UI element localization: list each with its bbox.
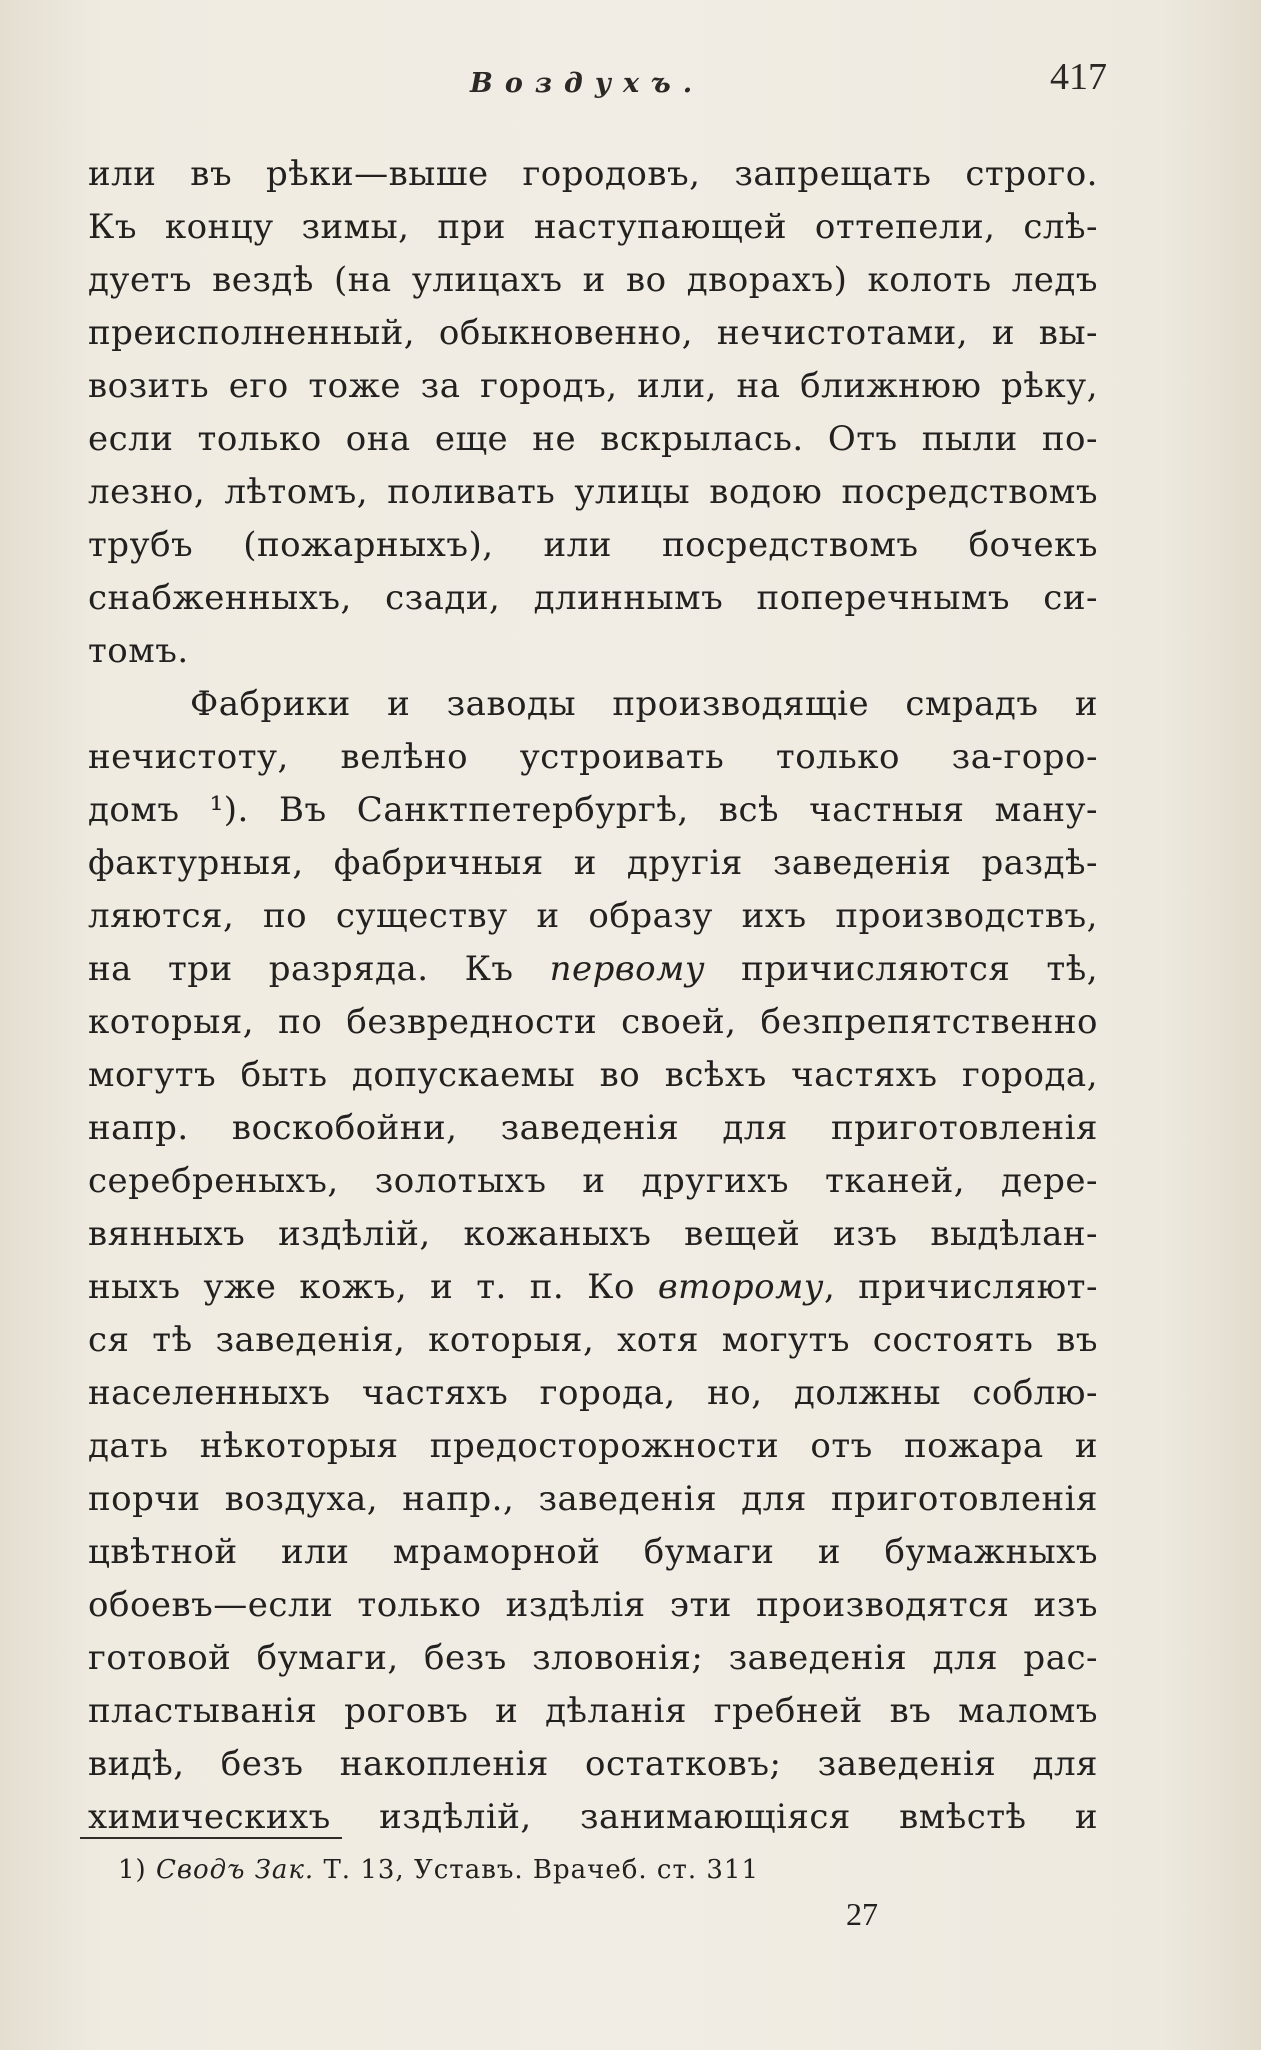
text-line: вянныхъ издѣлій, кожаныхъ вещей изъ выдѣлан- bbox=[88, 1214, 1098, 1254]
text-line: трубъ (пожарныхъ), или посредствомъ бочекъ bbox=[88, 525, 1098, 565]
footnote-marker: 1) bbox=[118, 1855, 147, 1885]
text-line bbox=[88, 943, 1098, 996]
text-line: дуетъ вездѣ (на улицахъ и во дворахъ) колоть ледъ bbox=[88, 260, 1098, 300]
text-line: порчи воздуха, напр., заведенія для приготовленія bbox=[88, 1479, 1098, 1519]
text-line: могутъ быть допускаемы во всѣхъ частяхъ города, bbox=[88, 1055, 1098, 1095]
text-line: готовой бумаги, безъ зловонія; заведенія для рас- bbox=[88, 1638, 1098, 1678]
signature-mark: 27 bbox=[846, 1896, 878, 1932]
text-run: ныхъ уже кожъ, и т. п. Ко bbox=[88, 1267, 658, 1307]
text-line: цвѣтной или мраморной бумаги и бумажныхъ bbox=[88, 1532, 1098, 1572]
running-head: Воздухъ. bbox=[470, 68, 705, 99]
text-line: серебреныхъ, золотыхъ и другихъ тканей, дере- bbox=[88, 1161, 1098, 1201]
text-line: дать нѣкоторыя предосторожности отъ пожара и bbox=[88, 1426, 1098, 1466]
text-line: которыя, по безвредности своей, безпрепятственно bbox=[88, 1002, 1098, 1042]
text-run: на три разряда. Къ bbox=[88, 949, 550, 989]
text-line: если только она еще не вскрылась. Отъ пыли по- bbox=[88, 419, 1098, 459]
text-line: видѣ, безъ накопленія остатковъ; заведенія для bbox=[88, 1744, 1098, 1784]
text-line: напр. воскобойни, заведенія для приготовленія bbox=[88, 1108, 1098, 1148]
page-number: 417 bbox=[1050, 56, 1107, 98]
italic-term: второму bbox=[657, 1267, 825, 1307]
italic-term: первому bbox=[549, 949, 706, 989]
text-run: , причисляют- bbox=[824, 1267, 1098, 1307]
text-line: обоевъ—если только издѣлія эти производятся изъ bbox=[88, 1585, 1098, 1625]
text-line: или въ рѣки—выше городовъ, запрещать строго. bbox=[88, 154, 1098, 194]
footnote-divider bbox=[80, 1837, 342, 1839]
text-line: ся тѣ заведенія, которыя, хотя могутъ состоять въ bbox=[88, 1320, 1098, 1360]
body-text bbox=[88, 148, 1098, 1844]
text-line: преисполненный, обыкновенно, нечистотами, и вы- bbox=[88, 313, 1098, 353]
text-line: томъ. bbox=[88, 631, 189, 671]
text-line: химическихъ издѣлій, занимающіяся вмѣстѣ и bbox=[88, 1797, 1098, 1837]
text-run: причисляются тѣ, bbox=[705, 949, 1099, 989]
text-line: населенныхъ частяхъ города, но, должны соблю- bbox=[88, 1373, 1098, 1413]
text-line: фактурныя, фабричныя и другія заведенія раздѣ- bbox=[88, 843, 1098, 883]
text-line: снабженныхъ, сзади, длиннымъ поперечнымъ си- bbox=[88, 578, 1098, 618]
footnote bbox=[118, 1855, 759, 1885]
text-line: нечистоту, велѣно устроивать только за-горо- bbox=[88, 737, 1098, 777]
text-line: лезно, лѣтомъ, поливать улицы водою посредствомъ bbox=[88, 472, 1098, 512]
footnote-reference: Т. 13, Уставъ. Врачеб. ст. 311 bbox=[323, 1855, 760, 1885]
text-line: пластыванія роговъ и дѣланія гребней въ маломъ bbox=[88, 1691, 1098, 1731]
text-line: возить его тоже за городъ, или, на ближнюю рѣку, bbox=[88, 366, 1098, 406]
footnote-source: Сводъ Зак. bbox=[155, 1855, 315, 1885]
text-line: домъ ¹). Въ Санктпетербургѣ, всѣ частныя ману- bbox=[88, 790, 1098, 830]
text-line: Къ концу зимы, при наступающей оттепели, слѣ- bbox=[88, 207, 1098, 247]
text-line bbox=[88, 1261, 1098, 1314]
paragraph-first-line: Фабрики и заводы производящіе смрадъ и bbox=[190, 684, 1098, 724]
text-line: ляются, по существу и образу ихъ производствъ, bbox=[88, 896, 1098, 936]
